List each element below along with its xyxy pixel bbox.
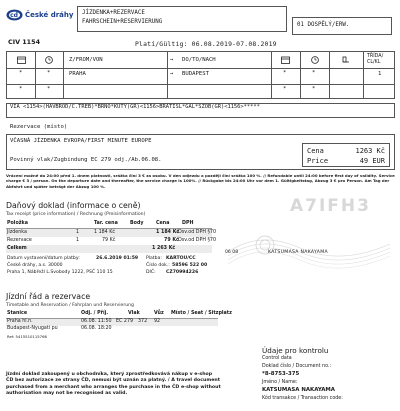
tariff-name: VČASNÁ JÍZDENKA EVROPA/FIRST MINUTE EUROPE <box>10 138 152 144</box>
price-label-de: Price <box>307 157 329 165</box>
to-station: BUDAPEST <box>182 71 209 77</box>
issued-label: Datum vystavení/datum platby: <box>7 256 80 261</box>
price-czk: 1263 Kč <box>355 147 385 155</box>
price-eur: 49 EUR <box>359 157 385 165</box>
payment-label: Platba: <box>146 256 162 261</box>
ret-time-star: * <box>47 86 51 92</box>
tax-col-dph: DPH <box>182 221 194 226</box>
hologram-name: KATSUMASA NAKAYAMA <box>268 250 328 255</box>
tariff-obligatory-train: Povinný vlak/Zugbindung EC 279 odj./Ab.06.08. <box>10 157 162 163</box>
class-label: TŘÍDA/ CL/KL <box>367 54 384 65</box>
doc-no-label: Číslo dok.: <box>146 263 170 268</box>
name-label: Jméno / Name: <box>262 380 298 385</box>
dep-time-star: * <box>47 70 51 76</box>
price-label-cz: Cena <box>307 147 324 155</box>
table-row-total: Celkem 1 263 Kč <box>6 245 212 253</box>
cd-logo <box>6 8 74 22</box>
seller-name: České dráhy, a.s. 30000 <box>7 263 63 268</box>
tax-col-cena: Cena <box>156 221 170 226</box>
from-station: PRAHA <box>69 71 86 77</box>
hologram-date: 06 08 <box>225 250 239 255</box>
control-title: Údaje pro kontrolu <box>262 346 329 355</box>
tt-col-station: Stanice <box>7 311 28 316</box>
ret-arr-date-star: * <box>283 86 287 92</box>
route-via: VIA <1154>(HAVBROD/C.TREB)*BRNO*KUTY(GR)<1156>BRATISL*GAL*SZOB(GR)<1156>***** <box>10 104 260 110</box>
table-row: Jízdenka 1 1 184 Kč 1 184 Kč Osv.od DPH §70 <box>7 230 216 235</box>
tt-col-car: Vůz <box>154 311 164 316</box>
table-row: Praha hl.n. 06.08. 11:50 EC 279 372 92 <box>6 319 218 326</box>
payment-value: KARTOU/CC <box>166 256 196 261</box>
journey-grid <box>6 51 395 99</box>
tax-title: Daňový doklad (informace o ceně) <box>6 201 141 210</box>
to-label: DO/TO/NACH <box>182 57 216 63</box>
price-box <box>302 143 390 167</box>
tax-col-body: Body <box>130 221 144 226</box>
refund-notes: Vrácení možné do 24:00 před 1. dnem platnosti, srážka činí 3 € za osobu. V den odjezdu a později činí srážka 100 %. // Refundable until 24:00 before first day of validity. Service charge € 3 / person. On the departure date and thereafter, the service charge is 100%. // Rückgabe bis 24:00 Uhr vor dem 1. Gültigkeitstag, Abzug 3 € pro Person. Am Tag der Abfahrt und später beträgt der Abzug 100 %. <box>6 173 395 189</box>
disclaimer: Jízdní doklad zakoupený u obchodníka, který zprostředkovává nákup v e-shop ČD bez autorizace ze strany ČD, nemusí být uznán za platný. / A travel document purchased from a merchant who arranges the purchase in the ČD e-shop without authorisation may not be recognised as valid. <box>6 372 221 397</box>
ticket-title-cz: JÍZDENKA+REZERVACE <box>82 10 145 16</box>
arr-date-star: * <box>283 70 287 76</box>
timetable-subtitle: Timetable and Reservation / Fahrplan und Reservierung <box>6 303 134 308</box>
reservation-label: Rezervace (místo) <box>10 124 68 130</box>
tt-col-seat: Místo / Seat / Sitzplatz <box>171 311 232 316</box>
ret-arr-time-star: * <box>312 86 316 92</box>
clock-icon <box>35 52 63 68</box>
name-value: KATSUMASA NAKAYAMA <box>262 387 335 393</box>
class-value: 1 <box>378 71 382 77</box>
tax-col-item: Položka <box>7 221 28 226</box>
passenger-type: 01 DOSPĚLÝ/ERW. <box>297 22 350 28</box>
train-code: CIV 1154 <box>8 38 41 46</box>
logo-text: České dráhy <box>25 11 74 19</box>
arrow-icon: → <box>170 57 174 63</box>
ticket-title-box <box>77 6 287 32</box>
svg-text:cd: cd <box>10 12 18 20</box>
arrow-icon-2: → <box>170 71 174 77</box>
cd-logo-icon <box>6 9 23 21</box>
arr-time-star: * <box>312 70 316 76</box>
tax-col-tar: Tar. cena <box>94 221 118 226</box>
clock-icon-2 <box>300 52 329 68</box>
issued-value: 26.6.2019 01:59 <box>96 256 139 261</box>
seat-icon <box>329 52 363 68</box>
tt-col-train: Vlak <box>128 311 140 316</box>
table-row: Budapest-Nyugati pu 06.08. 18:20 <box>7 326 112 331</box>
control-subtitle: Control data <box>262 356 292 361</box>
table-row: Rezervace 1 79 Kč 79 Kč Osv.od DPH §70 <box>7 238 216 243</box>
calendar-icon-2 <box>271 52 300 68</box>
dep-date-star: * <box>19 70 23 76</box>
vat-id-label: DIČ: <box>146 270 156 275</box>
vat-id-value: CZ70994226 <box>166 270 199 275</box>
calendar-icon <box>7 52 35 68</box>
from-label: Z/FROM/VON <box>69 57 103 63</box>
tax-header-row <box>6 220 212 228</box>
ret-date-star: * <box>19 86 23 92</box>
tax-subtitle: Tax receipt (price information) / Rechnung (Preisinformation) <box>6 212 146 217</box>
tt-col-time: Odj. / Příj. <box>81 311 109 316</box>
hologram-code: A7IFH3 <box>290 196 371 216</box>
doc-no-value: 58596 522 00 <box>172 263 208 268</box>
timetable-title: Jízdní řád a rezervace <box>6 292 91 301</box>
passenger-box <box>292 17 392 35</box>
doc-number-label: Doklad číslo / Document no.: <box>262 364 332 369</box>
ticket-title-de: FAHRSCHEIN+RESERVIERUNG <box>82 19 163 25</box>
seller-address: Praha 1, Nábřeží L.Svobody 1222, PSČ 110 15 <box>7 270 113 275</box>
doc-number-value: *8-8753-375 <box>262 371 300 377</box>
transaction-code-label: Kód transakce / Transaction code: <box>262 396 343 401</box>
timetable-header-row <box>6 311 232 318</box>
timetable-ref: Ref: 5415510115766 <box>7 334 47 339</box>
validity-period: Platí/Gültig: 06.08.2019-07.08.2019 <box>135 40 277 48</box>
